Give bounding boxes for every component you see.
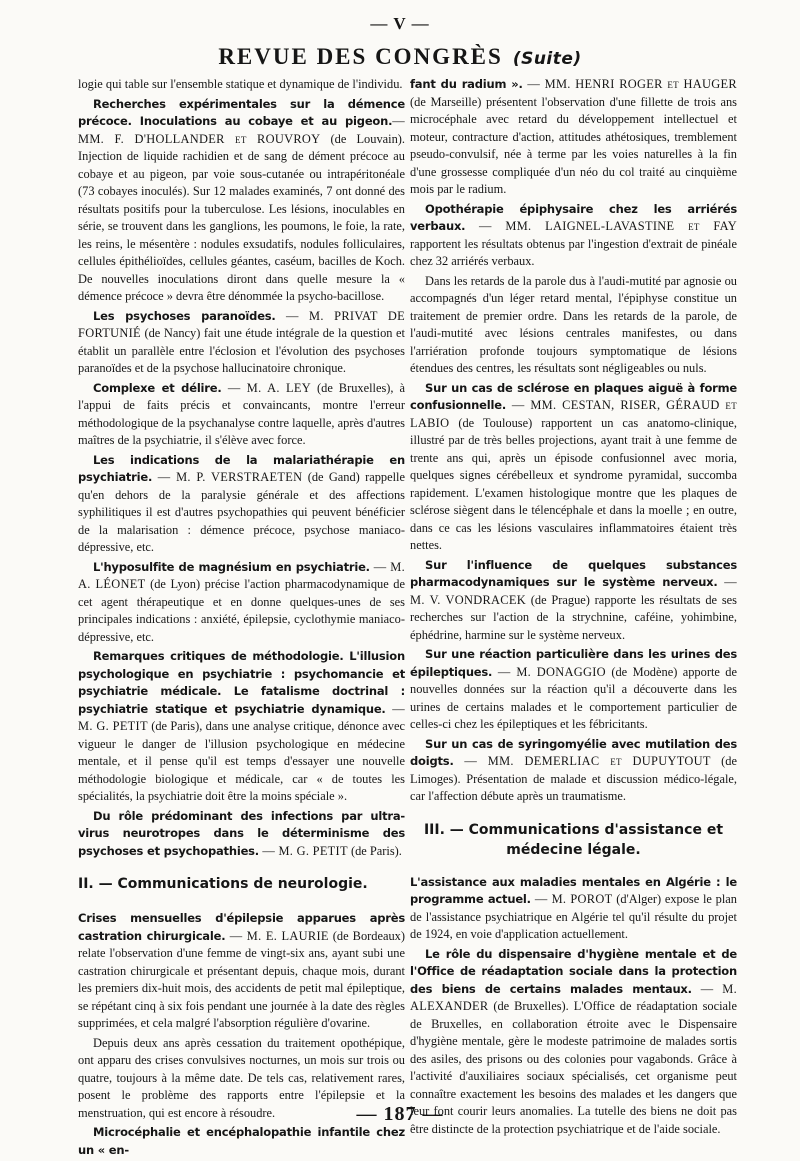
left-column (78, 76, 405, 1161)
page-number: — 187 — (356, 1103, 444, 1125)
entry-authors: — M. G. PETIT (258, 843, 348, 858)
abstract-entry (78, 559, 405, 647)
entry-text: (de Louvain). Injection de liquide rachidien et de sang de dément précoce au cobaye et au pigeon, par voie sous-cutanée ou intrapéritonéale (73 cobayes inoculés). Sur 12 malades examinés, 7 ont donné des résultats positifs pour la tuberculose. Les lésions, inoculables en série, se trouvent dans les ganglions, les poumons, le foie, la rate, les reins, le mésentère : nodules exsudatifs, nodules folliculaires, cellules épithélioïdes, cellules géantes, caséum, bacilles de Koch. De nouvelles inoculations diront dans quelle mesure la « démence précoce » devra être dénommée la psycho-bacillose. (78, 131, 405, 303)
entry-title: Sur un cas de sclérose en plaques aiguë à forme confusionnelle. (410, 380, 737, 412)
section-heading-neurology: II. — Communications de neurologie. (78, 876, 368, 892)
entry-authors: — M. ALEXANDER (410, 981, 738, 1013)
entry-title: Sur l'influence de quelques substances pharmacodynamiques sur le système nerveux. (410, 557, 737, 589)
abstract-entry (78, 910, 405, 1033)
entry-authors: — M. POROT (530, 892, 613, 906)
abstract-entry (410, 76, 737, 199)
paragraph: Depuis deux ans après cessation du traitement opothépique, ont apparu des crises convulsives nocturnes, un mois sur trois ou quatre, toujours à la même date. De tels cas, relativement rares, posent le problème des rapports entre l'épilepsie et la menstruation, qui est encore à résoudre. (78, 1035, 405, 1120)
journal-title: REVUE DES CONGRÈS (218, 44, 503, 69)
paragraph: Dans les retards de la parole dus à l'audi-mutité par agnosie ou accompagnés d'un léger retard mental, l'épiphyse constitue un traitement de premier ordre. Dans les retards de la parole, de l'audi-mutité avec lésions centrales manifestes, ou dans l'arriération profonde toujours symptomatique de lésions étendues des centres, les résultats sont négligeables ou nuls. (410, 273, 737, 375)
abstract-entry (410, 736, 737, 806)
entry-title: Sur un cas de syringomyélie avec mutilation des doigts. (410, 736, 737, 768)
entry-text: (de Marseille) présentent l'observation d'une fillette de trois ans microcéphale avec retard du développement intellectuel et moteur, contracture d'action, attitudes athétosiques, tremblement pseudo-convulsif, née à terme par les voies naturelles à la fin d'une grossesse compliquée d'un néo du col traité au cinquième mois par le radium. (410, 94, 737, 196)
entry-authors: — M. PRIVAT DE FORTUNIÉ (78, 308, 405, 340)
entry-text: (de Toulouse) rapportent un cas anatomo-clinique, illustré par de très belles projections, ayant trait à une femme de trente ans qui, après un épisode confusionnel avec moria, quelques signes cérébelleux et syndrome pyramidal, succomba rapidement. L'examen histologique montre que les plaques de sclérose siègent dans le télencéphale et dans la moelle ; en outre, dans ce cas les lésions vasculaires inflammatoires étaient très nettes. (410, 415, 737, 552)
entry-title: fant du radium ». (410, 77, 523, 91)
entry-title: Crises mensuelles d'épilepsie apparues après castration chirurgicale. (78, 911, 405, 943)
entry-authors: — M. G. PETIT (78, 701, 405, 733)
entry-title: Microcéphalie et encéphalopathie infantile chez un « en- (78, 1125, 405, 1157)
entry-text: (de Prague) rapporte les résultats de ses recherches sur l'action de la strychnine, caféine, yohimbine, éphédrine, harmine sur le système nerveux. (410, 592, 737, 642)
entry-title: Recherches expérimentales sur la démence précoce. Inoculations au cobaye et au pigeon. (78, 96, 405, 128)
entry-authors: — MM. F. D'HOLLANDER et ROUVROY (78, 114, 405, 146)
abstract-entry (78, 1124, 405, 1159)
entry-text: (de Bruxelles). L'Office de réadaptation sociale de Bruxelles, en collaboration étroite avec le Dispensaire d'hygiène mentale, gère le modeste patrimoine de malades sortis des asiles, des prisons ou des colonies pour vagabonds. Grâce à l'activité d'auxiliaires sociaux spécialisés, cet organisme peut connaître exactement les besoins des malades et les dangers que leur font courir leurs anomalies. La tutelle des biens ne doit pas être distincte de la protection psychiatrique et de l'aide sociale. (410, 999, 737, 1136)
entry-text: (de Lyon) précise l'action pharmacodynamique de cet agent thérapeutique et en donne quelques-unes de ses principales indications : anxiété, épilepsie, cyclothymie maniaco-dépressive, etc. (78, 577, 406, 644)
abstract-entry (410, 201, 737, 271)
entry-authors: — M. V. VONDRACEK (410, 575, 738, 607)
abstract-entry (410, 874, 737, 944)
title-suite: (Suite) (512, 49, 582, 69)
entry-title: Opothérapie épiphysaire chez les arriérés verbaux. (410, 201, 737, 233)
section-heading-assistance: III. — Communications d'assistance et médecine légale. (423, 821, 724, 858)
right-column (410, 76, 737, 1140)
entry-title: L'assistance aux maladies mentales en Algérie : le programme actuel. (410, 874, 737, 906)
entry-text: (de Bruxelles), à l'appui de faits précis et convaincants, montre l'erreur méthodologique de la psychanalyse contre laquelle, après d'autres maîtres de la psychiatrie, il s'élève avec force. (78, 380, 406, 447)
abstract-entry (78, 452, 405, 557)
folio: — V — (370, 14, 430, 33)
entry-authors: — M. P. VERSTRAETEN (152, 470, 303, 484)
entry-authors: — M. DONAGGIO (492, 664, 606, 679)
entry-text: (d'Alger) expose le plan de l'assistance psychiatrique en Algérie tel qu'il résulte du projet de 1924, en voie d'application actuellement. (410, 892, 737, 941)
abstract-entry (410, 380, 737, 555)
entry-title: L'hyposulfite de magnésium en psychiatrie. (93, 559, 370, 574)
entry-text: (de Paris), dans une analyse critique, dénonce avec vigueur le danger de l'illusion psychologique en médecine mentale, et il pense qu'il est temps d'essayer une nouvelle méthodologie biologique et médicale, car « de toutes les spécialités, la psychiatrie doit être la moins spéciale ». (78, 719, 406, 803)
entry-authors: — MM. LAIGNEL-LAVASTINE et FAY (465, 219, 737, 233)
entry-title: Du rôle prédominant des infections par ultra-virus neurotropes dans le déterminisme des psychoses et psychopathies. (78, 808, 405, 858)
paragraph: logie qui table sur l'ensemble statique et dynamique de l'individu. (78, 77, 403, 91)
entry-text: (de Bordeaux) relate l'observation d'une femme de vingt-six ans, ayant subi une castration chirurgicale et présentant depuis, chaque mois, durant les premiers dix-huit mois, des accidents de petit mal épileptique, se répétant cinq à six fois pendant une journée à la date des règles supprimées, et cela malgré l'absorption régulière d'ovarine. (78, 928, 405, 1030)
abstract-entry (78, 96, 405, 306)
abstract-entry (410, 646, 737, 734)
abstract-entry (78, 648, 405, 806)
entry-text: (de Paris). (347, 843, 402, 858)
entry-authors: — MM. CESTAN, RISER, GÉRAUD et LABIO (410, 398, 737, 430)
entry-text: (de Gand) rappelle qu'en dehors de la paralysie générale et des affections syphilitiques il est d'autres psychopathies qui peuvent bénéficier de la malarisation : démence précoce, psychose maniaco-dépressive, etc. (78, 470, 405, 554)
entry-text: (de Limoges). Présentation de malade et discussion médico-légale, car l'affection débute après un traumatisme. (410, 754, 737, 803)
entry-title: Sur une réaction particulière dans les urines des épileptiques. (410, 647, 737, 679)
abstract-entry (78, 808, 405, 861)
entry-title: Le rôle du dispensaire d'hygiène mentale et de l'Office de réadaptation sociale dans la protection des biens de certains malades mentaux. (410, 946, 737, 996)
entry-text: (de Nancy) fait une étude intégrale de la question et établit un parallèle entre l'éclosion et l'évolution des psychoses paranoïdes et de la psychose hallucinatoire chronique. (78, 326, 405, 375)
entry-text: (de Modène) apporte de nouvelles données sur la réaction qu'il a découverte dans les urines de certains malades et le comportement particulier de celles-ci chez les épileptiques et les fébricitants. (410, 664, 737, 731)
entry-title: Remarques critiques de méthodologie. L'illusion psychologique en psychiatrie : psychomancie et psychiatrie médicale. Le fatalisme doctrinal : psychiatrie statique et psychiatrie dynamique. (78, 649, 405, 716)
entry-authors: — M. A. LÉONET (78, 559, 405, 591)
entry-authors: — MM. DEMERLIAC et DUPUYTOUT (453, 754, 711, 768)
entry-authors: — M. A. LEY (221, 380, 312, 395)
abstract-entry (78, 380, 405, 450)
entry-title: Les psychoses paranoïdes. (93, 308, 276, 323)
entry-title: Les indications de la malariathérapie en psychiatrie. (78, 452, 405, 484)
abstract-entry (78, 308, 405, 378)
abstract-entry (410, 557, 737, 645)
entry-authors: — M. E. LAURIE (225, 928, 329, 943)
running-title (0, 44, 800, 70)
entry-text: rapportent les résultats obtenus par l'ingestion d'extrait de pinéale chez 32 arriérés verbaux. (410, 236, 737, 268)
entry-title: Complexe et délire. (93, 380, 222, 395)
entry-authors: — MM. HENRI ROGER et HAUGER (522, 77, 737, 91)
